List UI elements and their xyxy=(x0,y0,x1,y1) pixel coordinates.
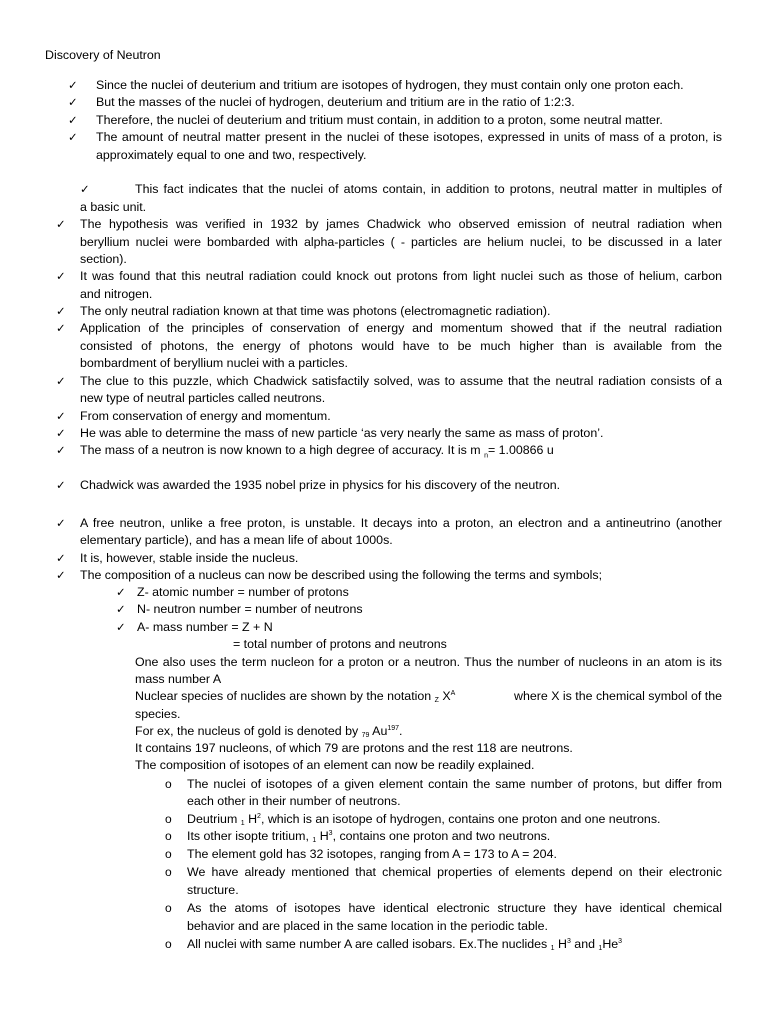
h-mass-number: 3 xyxy=(566,937,571,945)
list-item: The only neutral radiation known at that time was photons (electromagnetic radiation). xyxy=(80,304,551,318)
list-item-continuation: a basic unit. xyxy=(80,200,147,214)
circle-bullet-icon: o xyxy=(165,865,172,879)
he-atomic-number: 1 xyxy=(598,945,603,952)
list-item-continuation: bombardment of beryllium nuclei with a particles. xyxy=(80,356,348,370)
h-atomic-number: 1 xyxy=(550,945,555,952)
check-icon: ✓ xyxy=(56,478,66,492)
h-symbol: H xyxy=(316,829,329,843)
sub-list-item: The nuclei of isotopes of a given element contain the same number of protons, but differ from xyxy=(187,777,722,791)
term-continuation: = total number of protons and neutrons xyxy=(233,637,447,651)
check-icon: ✓ xyxy=(56,426,66,440)
list-item: The hypothesis was verified in 1932 by james Chadwick who observed emission of neutral radiation when xyxy=(80,217,722,231)
paragraph-line: The composition of isotopes of an element can now be readily explained. xyxy=(135,758,535,772)
list-item: Chadwick was awarded the 1935 nobel prize in physics for his discovery of the neutron. xyxy=(80,478,561,492)
circle-bullet-icon: o xyxy=(165,829,172,843)
list-item: The amount of neutral matter present in the nuclei of these isotopes, expressed in units of mass of a proton, is xyxy=(96,130,722,144)
neutron-subscript: n xyxy=(484,452,488,460)
circle-bullet-icon: o xyxy=(165,901,172,915)
check-icon: ✓ xyxy=(56,443,66,457)
paragraph-line: species. xyxy=(135,707,181,721)
list-item-continuation: new type of neutral particles called neutrons. xyxy=(80,391,326,405)
sub-list-item: We have already mentioned that chemical properties of elements depend on their electronic xyxy=(187,865,722,879)
deutrium-rest: , which is an isotope of hydrogen, contains one proton and one neutrons. xyxy=(260,812,661,826)
mass-number-superscript: A xyxy=(450,689,456,697)
paragraph-line xyxy=(135,688,722,709)
tritium-rest: , contains one proton and two neutrons. xyxy=(332,829,551,843)
check-icon: ✓ xyxy=(68,95,78,109)
term-item: Z- atomic number = number of protons xyxy=(137,585,349,599)
circle-bullet-icon: o xyxy=(165,847,172,861)
circle-bullet-icon: o xyxy=(165,812,172,826)
list-item xyxy=(80,442,554,458)
check-icon: ✓ xyxy=(116,620,126,634)
notation-text-end: where X is the chemical symbol of the xyxy=(514,689,722,703)
list-item: But the masses of the nuclei of hydrogen, deuterium and tritium are in the ratio of 1:2:3. xyxy=(96,95,575,109)
check-icon: ✓ xyxy=(56,269,66,283)
tritium-text: Its other isopte tritium, xyxy=(187,829,313,843)
list-item-continuation: elementary particle), and has a mean life of about 1000s. xyxy=(80,533,393,547)
sub-list-item xyxy=(187,936,622,957)
check-icon: ✓ xyxy=(56,374,66,388)
he-symbol: He xyxy=(602,937,619,951)
check-icon: ✓ xyxy=(80,182,90,196)
paragraph-line: One also uses the term nucleon for a proton or a neutron. Thus the number of nucleons in an atom is its xyxy=(135,655,722,669)
document-title: Discovery of Neutron xyxy=(45,48,161,62)
period: . xyxy=(399,724,403,738)
circle-bullet-icon: o xyxy=(165,937,172,951)
list-item: The clue to this puzzle, which Chadwick satisfactily solved, was to assume that the neutral radiation consists of a xyxy=(80,374,722,388)
list-item: It is, however, stable inside the nucleus. xyxy=(80,551,299,565)
sub-list-continuation: structure. xyxy=(187,883,239,897)
list-item: Therefore, the nuclei of deuterium and tritium must contain, in addition to a proton, some neutral matter. xyxy=(96,113,663,127)
check-icon: ✓ xyxy=(56,321,66,335)
list-item: The composition of a nucleus can now be described using the following the terms and symbols; xyxy=(80,568,603,582)
list-item-continuation: consisted of photons, the energy of photons would have to be much higher than is available from the xyxy=(80,339,722,353)
element-symbol: X xyxy=(438,689,451,703)
list-item: Since the nuclei of deuterium and tritium are isotopes of hydrogen, they must contain only one proton each. xyxy=(96,78,684,92)
check-icon: ✓ xyxy=(56,409,66,423)
he-mass-number: 3 xyxy=(618,937,623,945)
check-icon: ✓ xyxy=(56,516,66,530)
sub-list-continuation: each other in their number of neutrons. xyxy=(187,794,401,808)
h-mass-number: 2 xyxy=(257,812,261,820)
list-item-continuation: approximately equal to one and two, respectively. xyxy=(96,148,367,162)
list-item: From conservation of energy and momentum. xyxy=(80,409,331,423)
list-item: A free neutron, unlike a free proton, is unstable. It decays into a proton, an electron and a antineutrino (another xyxy=(80,516,722,530)
deutrium-text: Deutrium xyxy=(187,812,241,826)
circle-bullet-icon: o xyxy=(165,777,172,791)
list-item: He was able to determine the mass of new particle ‘as very nearly the same as mass of proton’. xyxy=(80,426,604,440)
list-item-continuation: section). xyxy=(80,252,127,266)
atomic-number-subscript: Z xyxy=(434,697,439,704)
sub-list-item: The element gold has 32 isotopes, ranging from A = 173 to A = 204. xyxy=(187,847,557,861)
list-item-continuation: beryllium nuclei were bombarded with alpha-particles ( - particles are helium nuclei, to be discussed in a later xyxy=(80,235,722,249)
term-item: N- neutron number = number of neutrons xyxy=(137,602,363,616)
list-item: It was found that this neutral radiation could knock out protons from light nuclei such as those of helium, carbon xyxy=(80,269,722,283)
gold-symbol: Au xyxy=(369,724,388,738)
term-item: A- mass number = Z + N xyxy=(137,620,273,634)
check-icon: ✓ xyxy=(116,602,126,616)
list-item-continuation: and nitrogen. xyxy=(80,287,153,301)
and-text: and xyxy=(570,937,599,951)
gold-text: For ex, the nucleus of gold is denoted by xyxy=(135,724,362,738)
list-item: This fact indicates that the nuclei of atoms contain, in addition to protons, neutral matter in multiples of xyxy=(135,182,722,196)
check-icon: ✓ xyxy=(68,130,78,144)
list-item: Application of the principles of conservation of energy and momentum showed that if the neutral radiation xyxy=(80,321,722,335)
h-symbol: H xyxy=(554,937,567,951)
paragraph-line: mass number A xyxy=(135,672,222,686)
check-icon: ✓ xyxy=(56,551,66,565)
check-icon: ✓ xyxy=(116,585,126,599)
h-symbol: H xyxy=(244,812,258,826)
check-icon: ✓ xyxy=(56,568,66,582)
isobars-text: All nuclei with same number A are called isobars. Ex.The nuclides xyxy=(187,937,551,951)
paragraph-line: It contains 197 nucleons, of which 79 are protons and the rest 118 are neutrons. xyxy=(135,741,573,755)
notation-text: Nuclear species of nuclides are shown by the notation xyxy=(135,689,435,703)
sub-list-continuation: behavior and are placed in the same location in the periodic table. xyxy=(187,919,548,933)
neutron-mass-text: The mass of a neutron is now known to a high degree of accuracy. It is m xyxy=(80,443,481,457)
h-atomic-number: 1 xyxy=(240,820,245,827)
check-icon: ✓ xyxy=(68,113,78,127)
gold-atomic-number: 79 xyxy=(361,732,370,739)
check-icon: ✓ xyxy=(56,217,66,231)
sub-list-item: As the atoms of isotopes have identical electronic structure they have identical chemical xyxy=(187,901,722,915)
h-atomic-number: 1 xyxy=(312,837,317,844)
gold-mass-number: 197 xyxy=(387,724,400,732)
neutron-mass-value: = 1.00866 u xyxy=(487,443,554,457)
h-mass-number: 3 xyxy=(328,829,333,837)
check-icon: ✓ xyxy=(68,78,78,92)
check-icon: ✓ xyxy=(56,304,66,318)
